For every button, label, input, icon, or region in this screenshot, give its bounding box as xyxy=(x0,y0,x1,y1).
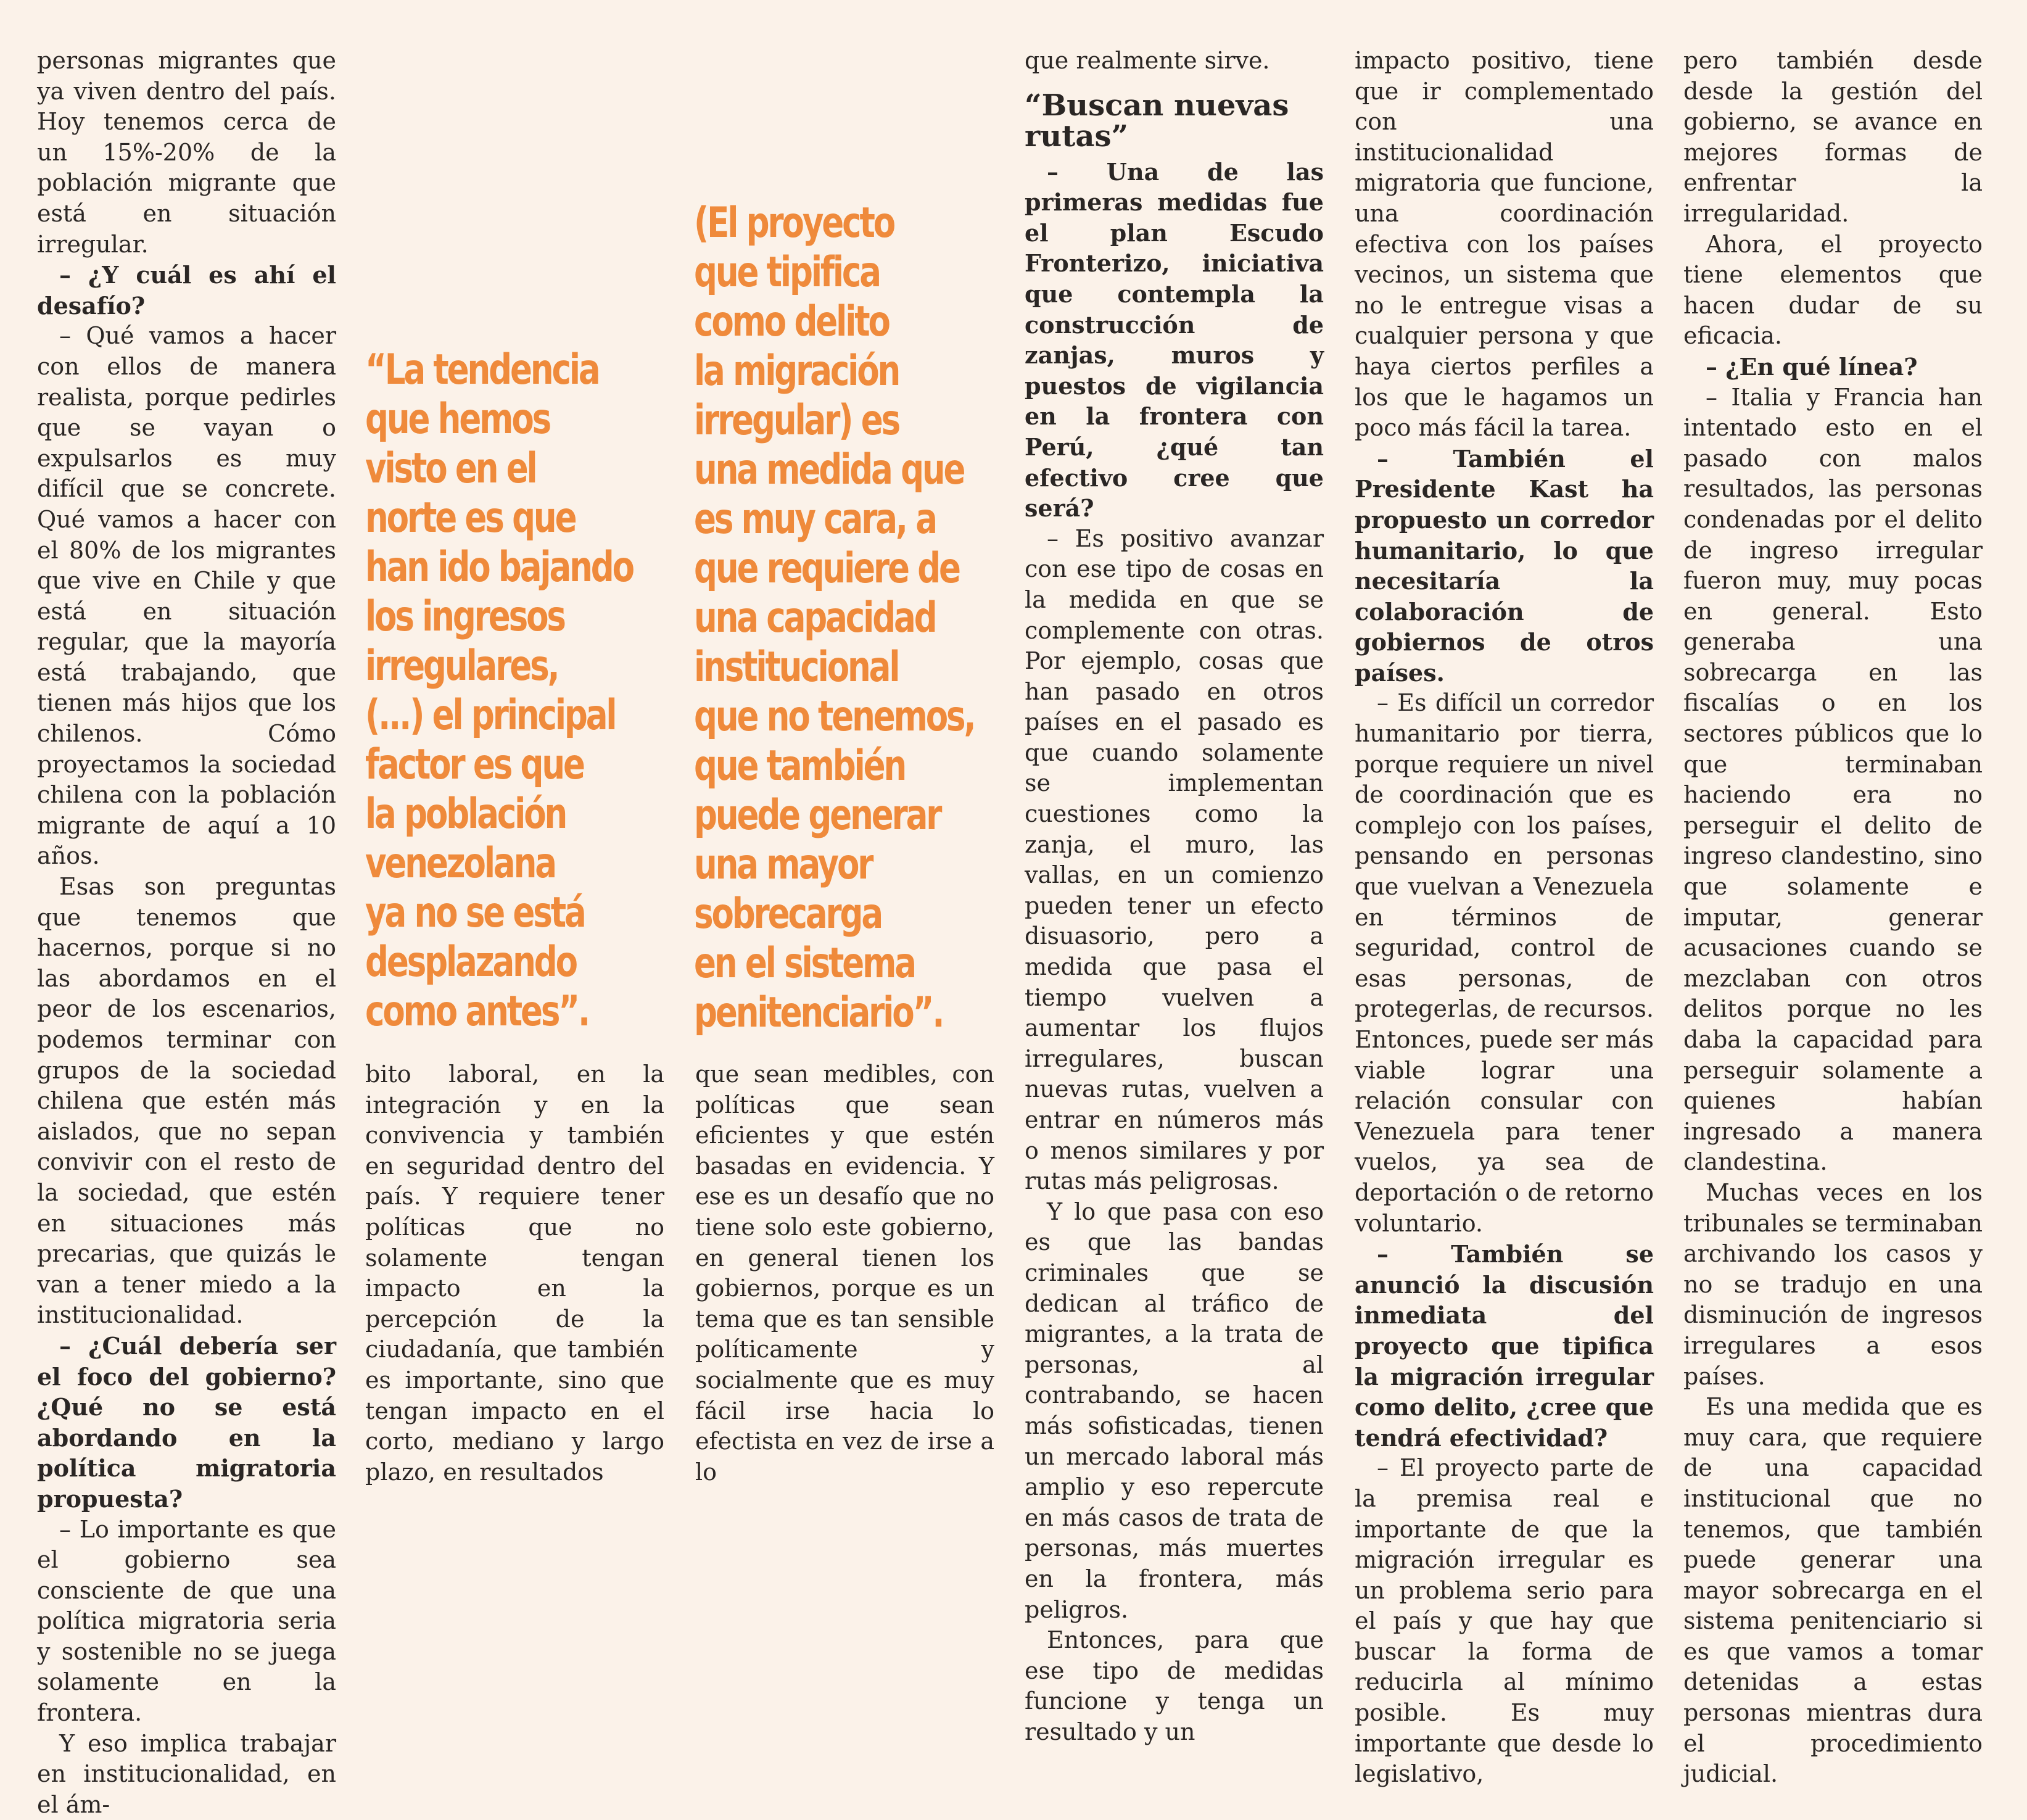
interview-question: – ¿Y cuál es ahí el desafío? xyxy=(37,261,336,320)
pull-quote-line: “La tendencia xyxy=(365,345,599,394)
paragraph: – Es difícil un corredor humanitario por tierra, porque requiere un nivel de coordinación que es complejo con los países, pensando en personas que vuelvan a Venezuela en términos de seguridad, control de esas personas, de protegerlas, de recursos. Entonces, puede ser más viable lograr una relación consular con Venezuela para tener vuelos, ya sea de deportación o de retorno voluntario. xyxy=(1355,689,1654,1237)
paragraph: que realmente sirve. xyxy=(1025,47,1270,74)
pull-quote-2 xyxy=(694,199,975,1038)
article-column-3 xyxy=(695,1059,994,1487)
paragraph: – El proyecto parte de la premisa real e importante de que la migración irregular es un problema serio para el país y que hay que buscar la forma de reducirla al mínimo posible. Es muy importante que desde lo legislativo, xyxy=(1355,1454,1654,1788)
pull-quote-line: una medida que xyxy=(694,445,964,494)
pull-quote-1 xyxy=(365,345,633,1036)
paragraph: Y eso implica trabajar en institucionalidad, en el ám- xyxy=(37,1729,336,1818)
pull-quote-line: los ingresos xyxy=(365,592,564,641)
section-heading: “Buscan nuevas rutas” xyxy=(1025,88,1289,154)
pull-quote-line: como delito xyxy=(694,297,889,346)
article-column-6 xyxy=(1683,46,1983,1790)
interview-question: – Una de las primeras medidas fue el plan Escudo Fronterizo, iniciativa que contempla la construcción de zanjas, muros y puestos de vigilancia en la frontera con Perú, ¿qué tan efectivo cree que será? xyxy=(1025,157,1324,523)
article-column-5 xyxy=(1355,46,1654,1790)
pull-quote-line: desplazando xyxy=(365,938,576,987)
paragraph: pero también desde desde la gestión del gobierno, se avance en mejores formas de enfrentar la irregularidad. xyxy=(1683,47,1983,227)
pull-quote-line: en el sistema xyxy=(694,939,915,988)
pull-quote-line: norte es que xyxy=(365,494,576,542)
interview-question: – ¿En qué línea? xyxy=(1706,352,1918,381)
interview-question: – También se anunció la discusión inmediata del proyecto que tipifica la migración irregular como delito, ¿cree que tendrá efectividad? xyxy=(1355,1240,1654,1452)
pull-quote-line: ya no se está xyxy=(365,888,585,937)
article-column-4 xyxy=(1025,46,1324,1747)
pull-quote-line: penitenciario”. xyxy=(694,988,943,1037)
pull-quote-line: que requiere de xyxy=(694,544,959,593)
pull-quote-line: como antes”. xyxy=(365,987,589,1036)
pull-quote-line: es muy cara, a xyxy=(694,495,936,544)
paragraph: Y lo que pasa con eso es que las bandas criminales que se dedican al tráfico de migrantes, a la trata de personas, al contrabando, se hacen más sofisticadas, tienen un mercado laboral más amplio y eso repercute en más casos de trata de personas, más muertes en la frontera, más peligros. xyxy=(1025,1197,1324,1623)
paragraph: que sean medibles, con políticas que sean eficientes y que estén basadas en evidencia. Y ese es un desafío que no tiene solo este gobierno, en general tienen los gobiernos, porque es un tema que es tan sensible políticamente y socialmente que es muy fácil irse hacia lo efectista en vez de irse a lo xyxy=(695,1061,994,1486)
pull-quote-line: sobrecarga xyxy=(694,890,882,938)
paragraph: Ahora, el proyecto tiene elementos que hacen dudar de su eficacia. xyxy=(1683,230,1983,350)
pull-quote-line: que tipifica xyxy=(694,248,880,297)
pull-quote-line: venezolana xyxy=(365,839,555,888)
pull-quote-line: que hemos xyxy=(365,395,550,444)
paragraph: – Italia y Francia han intentado esto en el pasado con malos resultados, las personas condenadas por el delito de ingreso irregular fueron muy, muy pocas en general. Esto generaba una sobrecarga en las fiscalías o en los sectores públicos que lo que terminaban haciendo era no perseguir el delito de ingreso clandestino, sino que solamente e imputar, generar acusaciones cuando se mezclaban con otros delitos porque no les daba la capacidad para perseguir solamente a quienes habían ingresado a manera clandestina. xyxy=(1683,383,1983,1176)
pull-quote-line: factor es que xyxy=(365,740,584,789)
paragraph: – Es positivo avanzar con ese tipo de cosas en la medida en que se complemente con otras. Por ejemplo, cosas que han pasado en otros países en el pasado es que cuando solamente se implementan cuestiones como la zanja, el muro, las vallas, en un comienzo pueden tener un efecto disuasorio, pero a medida que pasa el tiempo vuelven a aumentar los flujos irregulares, buscan nuevas rutas, vuelven a entrar en números más o menos similares y por rutas más peligrosas. xyxy=(1025,524,1324,1195)
pull-quote-line: visto en el xyxy=(365,444,536,493)
pull-quote-line: la población xyxy=(365,790,566,838)
pull-quote-line: puede generar xyxy=(694,791,941,840)
paragraph: impacto positivo, tiene que ir complementado con una institucionalidad migratoria que funcione, una coordinación efectiva con los países vecinos, un sistema que no le entregue visas a cualquier persona y que haya ciertos perfiles a los que le hagamos un poco más fácil la tarea. xyxy=(1355,47,1654,442)
article-column-1 xyxy=(37,46,336,1820)
interview-question: – También el Presidente Kast ha propuesto un corredor humanitario, lo que necesitaría la colaboración de gobiernos de otros países. xyxy=(1355,444,1654,687)
pull-quote-line: irregulares, xyxy=(365,642,558,690)
pull-quote-line: que también xyxy=(694,742,906,790)
pull-quote-line: irregular) es xyxy=(694,396,899,445)
pull-quote-line: una mayor xyxy=(694,840,872,889)
pull-quote-line: (El proyecto xyxy=(694,199,894,247)
paragraph: Muchas veces en los tribunales se terminaban archivando los casos y no se tradujo en una disminución de ingresos irregulares a esos países. xyxy=(1683,1178,1983,1390)
article-column-2 xyxy=(365,1059,664,1487)
paragraph: Es una medida que es muy cara, que requiere de una capacidad institucional que no tenemos, que también puede generar una mayor sobrecarga en el sistema penitenciario si es que vamos a tomar detenidas a estas personas mientras dura el procedimiento judicial. xyxy=(1683,1393,1983,1788)
paragraph: – Qué vamos a hacer con ellos de manera realista, porque pedirles que se vayan o expulsarlos es muy difícil que se concrete. Qué vamos a hacer con el 80% de los migrantes que vive en Chile y que está en situación regular, que la mayoría está trabajando, que tienen más hijos que los chilenos. Cómo proyectamos la sociedad chilena con la población migrante de aquí a 10 años. xyxy=(37,322,336,870)
pull-quote-line: han ido bajando xyxy=(365,543,633,592)
pull-quote-line: institucional xyxy=(694,643,899,692)
paragraph: – Lo importante es que el gobierno sea consciente de que una política migratoria seria y sostenible no se juega solamente en la frontera. xyxy=(37,1515,336,1727)
pull-quote-line: (...) el principal xyxy=(365,691,616,740)
paragraph: personas migrantes que ya viven dentro del país. Hoy tenemos cerca de un 15%-20% de la población migrante que está en situación irregular. xyxy=(37,47,336,258)
pull-quote-line: una capacidad xyxy=(694,594,936,642)
paragraph: bito laboral, en la integración y en la convivencia y también en seguridad dentro del país. Y requiere tener políticas que no solamente tengan impacto en la percepción de la ciudadanía, que también es importante, sino que tengan impacto en el corto, mediano y largo plazo, en resultados xyxy=(365,1061,664,1486)
paragraph: Esas son preguntas que tenemos que hacernos, porque si no las abordamos en el peor de los escenarios, podemos terminar con grupos de la sociedad chilena que estén más aislados, que no sepan convivir con el resto de la sociedad, que estén en situaciones más precarias, que quizás le van a tener miedo a la institucionalidad. xyxy=(37,873,336,1329)
paragraph: Entonces, para que ese tipo de medidas funcione y tenga un resultado y un xyxy=(1025,1626,1324,1745)
pull-quote-line: que no tenemos, xyxy=(694,692,975,741)
interview-question: – ¿Cuál debería ser el foco del gobierno? ¿Qué no se está abordando en la política migratoria propuesta? xyxy=(37,1331,336,1513)
pull-quote-line: la migración xyxy=(694,347,899,395)
